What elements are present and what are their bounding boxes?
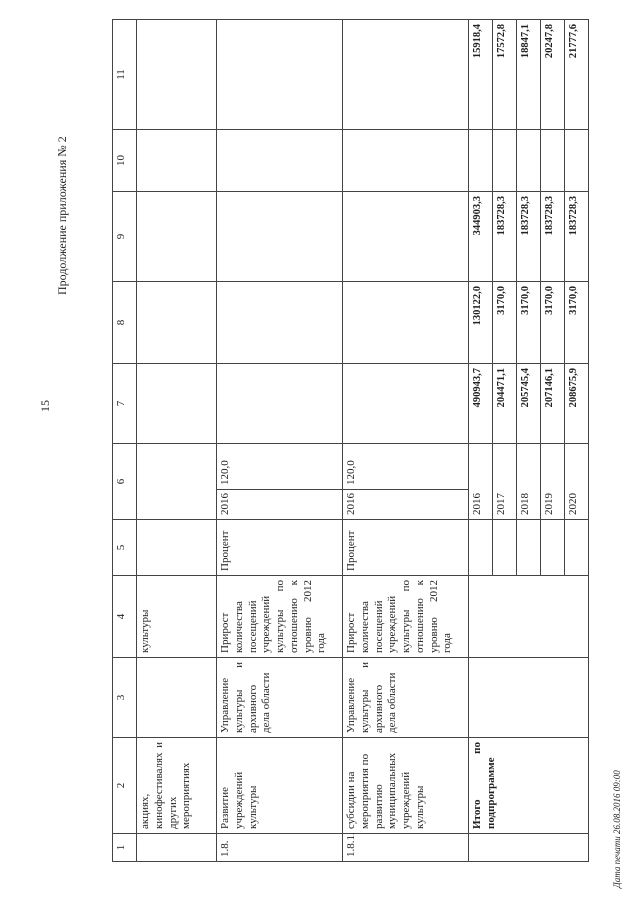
total-col11: 18847,1 xyxy=(517,20,541,130)
cell-indicator: Прирост количества посещений учреждений культуры по отношению к уровню 2012 года xyxy=(343,576,469,658)
total-col8: 3170,0 xyxy=(565,282,589,364)
total-col9: 183728,3 xyxy=(541,192,565,282)
total-col11: 21777,6 xyxy=(565,20,589,130)
total-col11: 17572,8 xyxy=(493,20,517,130)
col-num: 7 xyxy=(113,364,137,444)
cell-indicator: Прирост количества посещений учреждений культуры по отношению к уровню 2012 года xyxy=(217,576,343,658)
cell-executor: Управление культуры и архивного дела области xyxy=(217,658,343,738)
cell-target: 120,0 xyxy=(343,444,469,490)
table-row-1-8-1 xyxy=(343,20,469,862)
total-year: 2018 xyxy=(517,444,541,520)
rotated-table-sheet xyxy=(112,20,588,862)
col-num: 10 xyxy=(113,130,137,192)
total-col9: 183728,3 xyxy=(565,192,589,282)
total-col8: 3170,0 xyxy=(541,282,565,364)
total-col7: 208675,9 xyxy=(565,364,589,444)
col-num: 6 xyxy=(113,444,137,520)
cell-unit: Процент xyxy=(217,520,343,576)
total-year: 2017 xyxy=(493,444,517,520)
cell-year: 2016 xyxy=(217,490,343,520)
cell-num: 1.8. xyxy=(217,834,343,862)
total-col7: 490943,7 xyxy=(469,364,493,444)
total-col8: 3170,0 xyxy=(493,282,517,364)
total-year: 2016 xyxy=(469,444,493,520)
total-col11: 15918,4 xyxy=(469,20,493,130)
col-num: 11 xyxy=(113,20,137,130)
cell-indicator: культуры xyxy=(137,576,217,658)
table-row-1-8 xyxy=(217,20,343,862)
col-num: 3 xyxy=(113,658,137,738)
column-numbers-row xyxy=(113,20,137,862)
total-col9: 183728,3 xyxy=(493,192,517,282)
col-num: 2 xyxy=(113,738,137,834)
total-col9: 344903,3 xyxy=(469,192,493,282)
cell-name: акциях, кинофестивалях и других мероприятиях xyxy=(137,738,217,834)
col-num: 5 xyxy=(113,520,137,576)
total-col7: 204471,1 xyxy=(493,364,517,444)
total-year: 2020 xyxy=(565,444,589,520)
total-row xyxy=(469,20,493,862)
table-row-previous xyxy=(137,20,217,862)
total-col8: 130122,0 xyxy=(469,282,493,364)
total-col8: 3170,0 xyxy=(517,282,541,364)
cell-num: 1.8.1. xyxy=(343,834,469,862)
total-col11: 20247,8 xyxy=(541,20,565,130)
cell-name: Развитие учреждений культуры xyxy=(217,738,343,834)
cell-target: 120,0 xyxy=(217,444,343,490)
cell-executor: Управление культуры и архивного дела области xyxy=(343,658,469,738)
cell-unit: Процент xyxy=(343,520,469,576)
col-num: 4 xyxy=(113,576,137,658)
total-col7: 205745,4 xyxy=(517,364,541,444)
col-num: 8 xyxy=(113,282,137,364)
appendix-title: Продолжение приложения № 2 xyxy=(55,136,69,295)
total-col9: 183728,3 xyxy=(517,192,541,282)
total-year: 2019 xyxy=(541,444,565,520)
col-num: 1 xyxy=(113,834,137,862)
cell-year: 2016 xyxy=(343,490,469,520)
cell-name: субсидии на мероприятия по развитию муниципальных учреждений культуры xyxy=(343,738,469,834)
print-date: Дата печати 26.08.2016 09:00 xyxy=(612,770,622,888)
program-table xyxy=(112,19,589,862)
total-label: Итого по подпрограмме xyxy=(469,738,589,834)
col-num: 9 xyxy=(113,192,137,282)
page-number: 15 xyxy=(38,400,52,412)
total-col7: 207146,1 xyxy=(541,364,565,444)
